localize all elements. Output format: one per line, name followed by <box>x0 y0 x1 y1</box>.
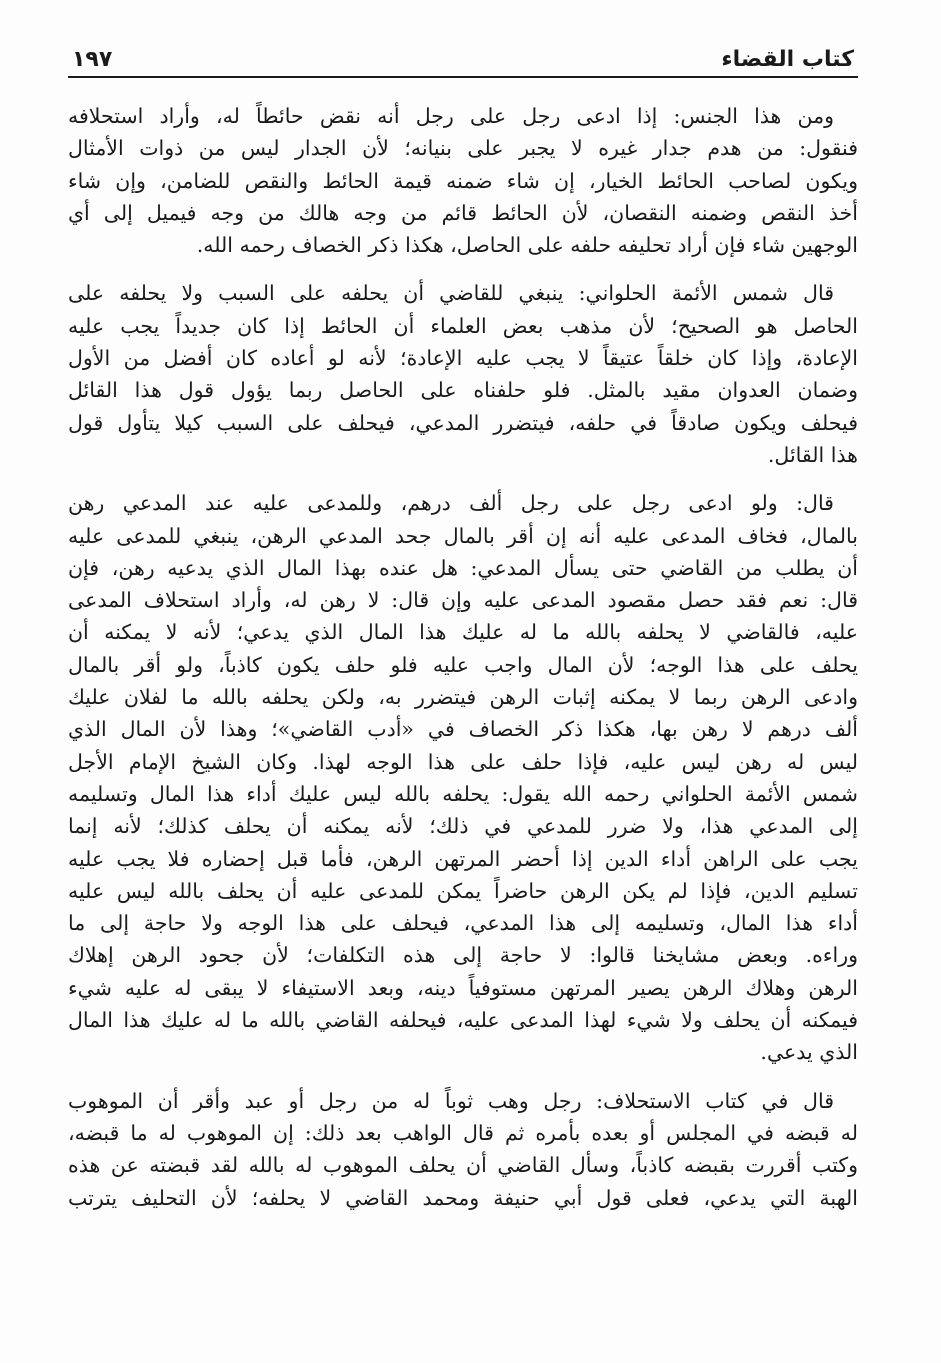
text-line: أن يطلب من القاضي حتى يسأل المدعي: هل عنده بهذا المال الذي يدعيه رهن، فإن <box>68 555 858 580</box>
text-line: تسليم الدين، فإذا لم يكن الرهن حاضراً يمكن للمدعى عليه أن يحلف بالله ليس عليه <box>68 878 858 903</box>
text-line: فنقول: من هدم جدار غيره لا يجبر على بنيانه؛ لأن الجدار ليس من ذوات الأمثال <box>68 136 858 161</box>
text-line: ومن هذا الجنس: إذا ادعى رجل على رجل أنه نقض حائطاً له، وأراد استحلافه <box>68 104 834 128</box>
text-line: وضمان العدوان مقيد بالمثل. فلو حلفناه على الحاصل ربما يؤول قول هذا القائل <box>68 378 858 403</box>
text-line: ويكون لصاحب الحائط الخيار، إن شاء ضمنه قيمة الحائط والنقص للضامن، وإن شاء <box>68 168 858 193</box>
text-line: أخذ النقص وضمنه النقصان، لأن الحائط قائم من وجه هالك من وجه فيميل إلى أي <box>68 200 858 225</box>
text-line: عليه، فالقاضي لا يحلفه بالله ما له عليك هذا المال الذي يدعي؛ لأنه لا يمكنه أن <box>68 620 858 645</box>
text-line: وراءه. وبعض مشايخنا قالوا: لا حاجة إلى هذه التكلفات؛ لأن جحود الرهن إهلاك <box>68 943 858 968</box>
text-line: قال: نعم فقد حصل مقصود المدعى عليه وإن قال: لا رهن له، وأراد استحلاف المدعى <box>68 588 858 613</box>
text-line: الهبة التي يدعي، فعلى قول أبي حنيفة ومحمد القاضي لا يحلفه؛ لأن التحليف يترتب <box>68 1185 858 1210</box>
text-line: الذي يدعي. <box>760 1040 858 1065</box>
paragraph-1 <box>68 100 858 261</box>
text-line: الوجهين شاء فإن أراد تحليفه حلفه على الحاصل، هكذا ذكر الخصاف رحمه الله. <box>196 233 858 258</box>
text-line: فيمكنه أن يحلف ولا شيء لهذا المدعى عليه، فيحلفه القاضي بالله ما له عليك هذا المال <box>68 1008 858 1033</box>
text-line: هذا القائل. <box>767 442 858 467</box>
text-line: يجب على الراهن أداء الدين إذا أحضر المرتهن الرهن، فأما قبل إحضاره فلا يجب عليه <box>68 846 858 871</box>
text-line: الإعادة، وإذا كان خلقاً عتيقاً لا يجب عليه الإعادة؛ لأنه لو أعاده كان أفضل من الأول <box>68 346 858 371</box>
text-line: يحلف على هذا الوجه؛ لأن المال واجب عليه فلو حلف يكون كاذباً، ولو أقر بالمال <box>68 652 858 677</box>
chapter-title: كتاب القضاء <box>721 47 854 72</box>
text-line: ألف درهم لا رهن بها، هكذا ذكر الخصاف في «أدب القاضي»؛ وهذا لأن المال الذي <box>68 717 858 742</box>
text-line: أداء هذا المال، وتسليمه إلى هذا المدعي، فيحلف على هذا الوجه ولا حاجة إلى ما <box>68 911 858 936</box>
page-header <box>68 30 858 78</box>
text-line: إلى المدعي هذا، ولا ضرر للمدعي في ذلك؛ لأنه يمكنه أن يحلف كذلك؛ لأنه إنما <box>68 814 858 839</box>
text-line: وادعى الرهن ربما لا يمكنه إثبات الرهن فيتضرر به، ولكن يحلفه بالله ما لفلان عليك <box>68 685 858 710</box>
text-line: شمس الأئمة الحلواني رحمه الله يقول: يحلفه بالله ليس عليك أداء هذا المال وتسليمه <box>68 781 858 806</box>
page-body <box>68 100 858 1214</box>
paragraph-3 <box>68 487 858 1068</box>
text-line: بالمال، فخاف المدعى عليه أنه إن أقر بالمال جحد المدعي الرهن، ينبغي للمدعى عليه <box>68 523 858 548</box>
page-number: ١٩٧ <box>72 47 113 72</box>
paragraph-2 <box>68 277 858 471</box>
text-line: قال: ولو ادعى رجل على رجل ألف درهم، وللمدعى عليه عند المدعي رهن <box>68 491 834 516</box>
text-line: قال شمس الأئمة الحلواني: ينبغي للقاضي أن يحلفه على السبب ولا يحلفه على <box>68 281 834 306</box>
text-line: قال في كتاب الاستحلاف: رجل وهب ثوباً له من رجل أو عبد وأقر أن الموهوب <box>68 1088 834 1113</box>
text-line: ليس له رهن ليس عليه، فإذا حلف على هذا الوجه لهذا. وكان الشيخ الإمام الأجل <box>68 749 858 774</box>
text-line: له قبضه في المجلس أو بعده بأمره ثم قال الواهب بعد ذلك: إن الموهوب له ما قبضه، <box>68 1120 858 1145</box>
paragraph-4 <box>68 1085 858 1214</box>
text-line: الحاصل هو الصحيح؛ لأن مذهب بعض العلماء أن الحائط إذا كان جديداً يجب عليه <box>68 313 858 338</box>
text-line: وكتب أقررت بقبضه كاذباً، وسأل القاضي أن يحلف الموهوب له بالله لقد قبضته عن هذه <box>68 1153 858 1178</box>
text-line: الرهن وهلاك الرهن يصير المرتهن مستوفياً دينه، وبعد الاستيفاء لا يبقى له عليه شيء <box>68 975 858 1000</box>
text-line: فيحلف ويكون صادقاً في حلفه، فيتضرر المدعي، فيحلف على السبب كيلا يتأول قول <box>68 410 858 435</box>
book-page <box>68 30 858 1230</box>
